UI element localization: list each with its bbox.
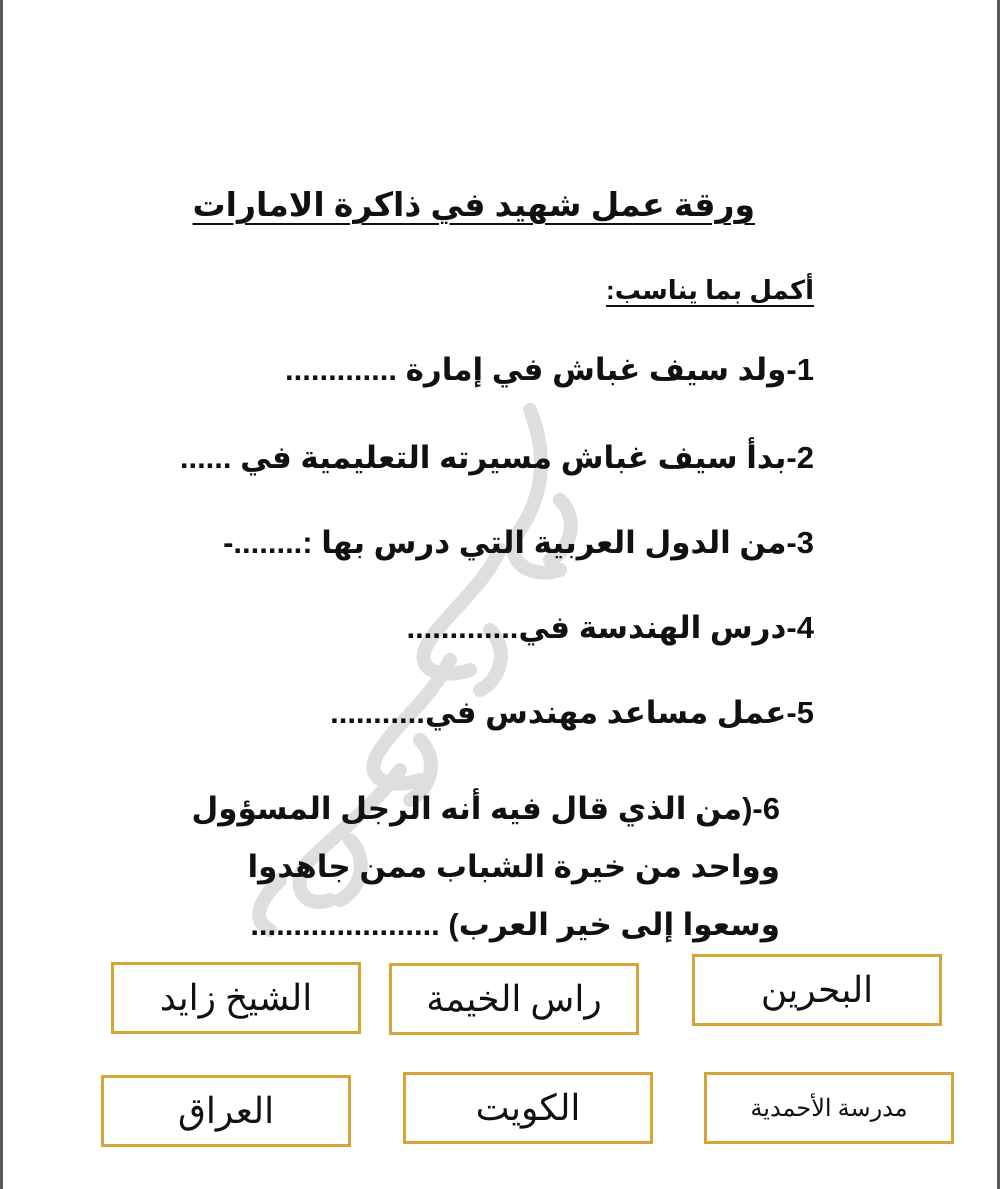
question-6-line-1: 6-(من الذي قال فيه أنه الرجل المسؤول [191, 791, 780, 826]
question-4: 4-درس الهندسة في............. [406, 610, 814, 645]
question-1: 1-ولد سيف غباش في إمارة ............. [285, 352, 814, 387]
question-6-line-2: وواحد من خيرة الشباب ممن جاهدوا [247, 849, 780, 884]
answer-option-sheikh-zayed[interactable]: الشيخ زايد [111, 962, 361, 1034]
page-border-left [0, 0, 3, 1189]
question-2: 2-بدأ سيف غباش مسيرته التعليمية في ...... [179, 440, 814, 475]
answer-option-iraq[interactable]: العراق [101, 1075, 351, 1147]
answer-option-bahrain[interactable]: البحرين [692, 954, 942, 1026]
instruction-text: أكمل بما يناسب: [606, 275, 814, 305]
question-3: 3-من الدول العربية التي درس بها :........- [223, 525, 814, 560]
answer-option-kuwait[interactable]: الكويت [403, 1072, 653, 1144]
answer-option-ras-al-khaimah[interactable]: راس الخيمة [389, 963, 639, 1035]
question-5: 5-عمل مساعد مهندس في........... [330, 695, 814, 730]
question-6 [191, 780, 780, 954]
answer-option-ahmadiya-school[interactable]: مدرسة الأحمدية [704, 1072, 954, 1144]
question-6-line-3: وسعوا إلى خير العرب) ...................... [250, 907, 780, 942]
worksheet-title: ورقة عمل شهيد في ذاكرة الامارات [192, 186, 755, 223]
